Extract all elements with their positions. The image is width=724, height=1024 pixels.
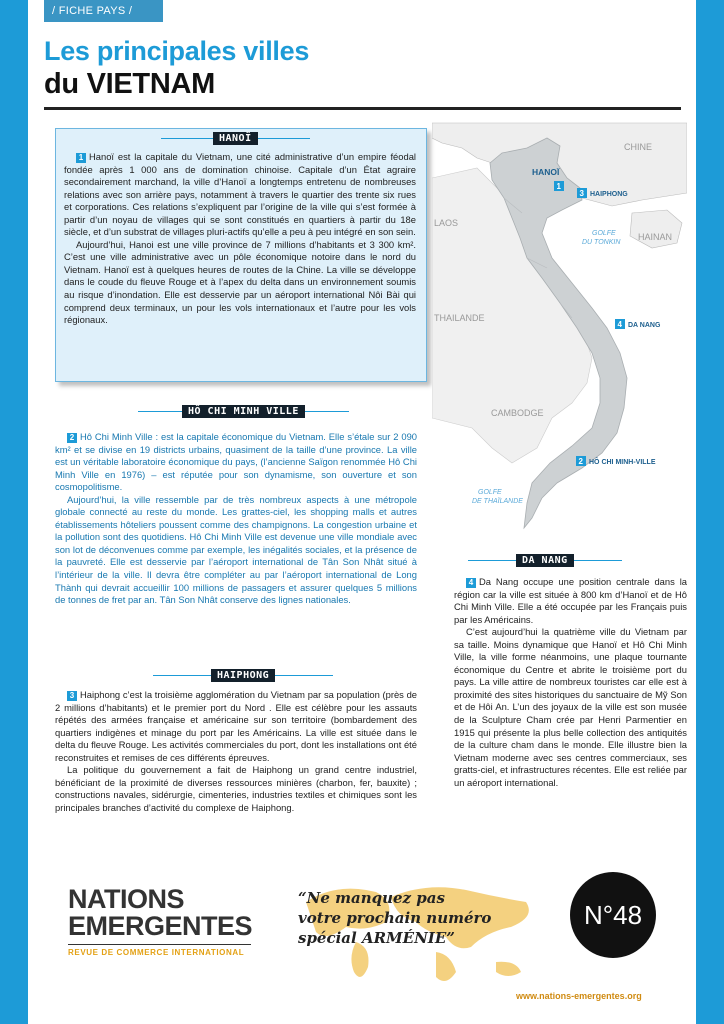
page: [28, 0, 696, 1024]
hcm-title: HÔ CHI MINH VILLE: [182, 405, 305, 418]
heading-line: [153, 675, 211, 676]
hcm-paragraph-1: [55, 431, 417, 494]
marker-danang-number: 4: [617, 320, 622, 329]
map-label-hainan: HAINAN: [638, 232, 673, 242]
issue-badge: N°48: [570, 872, 656, 958]
marker-hanoi-number: 1: [556, 182, 561, 191]
map-label-hanoi: HANOÏ: [532, 167, 560, 177]
map-label-chine: CHINE: [624, 142, 653, 152]
map-label-golfe-tonkin-2: DU TONKIN: [582, 239, 621, 246]
promo-text: [298, 888, 491, 948]
heading-line: [468, 560, 516, 561]
paragraph-text: Haiphong c’est la troisième agglomération du Vietnam par sa population (près de 2 millions d’habitants) et le premier port du Nord . Elle est célèbre pour les assauts répétés des armées française et américaine sur son territoire (bombardement des quartiers indigènes et minage du port par les Américains. La ville est située dans le delta du fleuve Rouge. Les activités commerciales du port, dont les installations ont été reconstruites et remises de ces différents épreuves.: [55, 689, 417, 763]
category-tag: / FICHE PAYS /: [44, 0, 163, 22]
map-label-golfe-thai-1: GOLFE: [478, 489, 502, 496]
hcm-heading: [138, 405, 349, 418]
map-label-cambodge: CAMBODGE: [491, 408, 544, 418]
promo-line1: “Ne manquez pas: [298, 889, 445, 907]
map-label-laos: LAOS: [434, 218, 459, 228]
heading-line: [161, 138, 213, 139]
haiphong-paragraph-2: La politique du gouvernement a fait de Haiphong un grand centre industriel, bénéficiant de la proximité de diverses ressources minières (charbon, fer, bauxite) ; constructions navales, sidérurgie, cimenteries, industries textiles et chimiques sont les principales branches d’activité du complexe de Haiphong.: [55, 764, 417, 813]
hanoi-paragraph-2: Aujourd’hui, Hanoi est une ville province de 7 millions d’habitants et 3 300 km². C’est une ville administrative avec un pôle économique notoire dans le nord du Vietnam. Hanoï est à quelques heures de routes de la Chine. La ville se développe dans le coude du fleuve Rouge et à l’apex du delta dans un environnement soumis au risque d’inondation. Elle est desservie par un aéroport international Nôi Bài qui comprend deux terminaux, un pour les vols internationaux et l’autre pour les vols régionaux.: [64, 238, 416, 326]
hanoi-title: HANOÏ: [213, 132, 258, 145]
promo-line3: spécial ARMÉNIE”: [298, 929, 455, 947]
number-badge: 4: [466, 578, 476, 588]
map-label-golfe-thai-2: DE THAÏLANDE: [472, 498, 523, 505]
number-badge: 1: [76, 153, 86, 163]
map-label-danang: DA NANG: [628, 322, 661, 329]
title-divider: [44, 107, 681, 110]
page-title-line1: Les principales villes: [44, 36, 310, 66]
haiphong-title: HAIPHONG: [211, 669, 275, 682]
haiphong-text: [55, 689, 417, 814]
haiphong-heading: [153, 669, 333, 682]
paragraph-text: Hanoï est la capitale du Vietnam, une cité administrative d’un empire féodal fondée après 1 000 ans de domination chinoise. Capitale d’un État agraire secondairement marchand, la ville d’Hanoï a longtemps entretenu de nombreuses relations avec son arrière pays, notamment à travers le quartier des trente six rues et corporations. Ces relations s’expliquent par l’origine de la ville qui s’est formée à partir d’un noyau de villages qui se sont constitués en quartiers à partir du 18e siècle, et d’un substrat de villages pluri-actifs qu’elle a peu à peu intégré en son sein.: [64, 151, 416, 238]
hanoi-box: [55, 128, 427, 382]
logo-subtitle: REVUE DE COMMERCE INTERNATIONAL: [68, 944, 251, 957]
number-badge: 2: [67, 433, 77, 443]
vietnam-map: [432, 118, 687, 530]
page-title-line2: du VIETNAM: [44, 68, 215, 100]
map-label-thailande: THAILANDE: [434, 313, 485, 323]
hainan-shape: [630, 210, 682, 248]
heading-line: [258, 138, 310, 139]
hanoi-paragraph-1: [64, 151, 416, 239]
map-label-haiphong: HAIPHONG: [590, 191, 628, 198]
website-link[interactable]: www.nations-emergentes.org: [516, 991, 642, 1001]
marker-haiphong-number: 3: [579, 189, 584, 198]
hanoi-heading: [161, 132, 310, 145]
heading-line: [138, 411, 182, 412]
map-label-golfe-tonkin-1: GOLFE: [592, 230, 616, 237]
danang-text: [454, 576, 687, 789]
haiphong-paragraph-1: [55, 689, 417, 764]
danang-paragraph-1: [454, 576, 687, 626]
hcm-text: [55, 431, 417, 607]
danang-title: DA NANG: [516, 554, 574, 567]
map-label-hcm: HÔ CHI MINH-VILLE: [589, 459, 656, 466]
heading-line: [305, 411, 349, 412]
danang-paragraph-2: C’est aujourd’hui la quatrième ville du Vietnam par sa taille. Moins dynamique que Hanoï et Hô Chi Minh Ville, la ville forme néanmoins, une plaque tournante économique du Centre et abrite le troisième port du pays. La ville attire de nombreux touristes car elle est à proximité des sites historiques du sanctuaire de Mỹ Son et de Hôi An. L’un des joyaux de la ville est son musée de la Sculpture Cham crée par Henri Parmentier en 1915 qui présente la plus belle collection des antiquités de la culture cham dans le monde. Elle illustre bien la Vietnam moderne avec ses centres commerciaux, ses gratts-ciel, et infrastructures récentes. Elle est reliée par un aéroport international.: [454, 626, 687, 788]
heading-line: [574, 560, 622, 561]
promo-line2: votre prochain numéro: [298, 909, 492, 927]
paragraph-text: Da Nang occupe une position centrale dans la région car la ville est située à 800 km d’Hanoï et de Hô Chi Minh Ville. Elle a été occupée par les Français puis par les Américains.: [454, 576, 687, 625]
heading-line: [275, 675, 333, 676]
marker-hcm-number: 2: [578, 457, 583, 466]
logo-line1: NATIONS: [68, 884, 184, 914]
hanoi-text: [64, 151, 416, 327]
logo: [68, 886, 252, 957]
logo-line2: EMERGENTES: [68, 911, 253, 941]
danang-heading: [468, 554, 622, 567]
hcm-paragraph-2: Aujourd’hui, la ville ressemble par de très nombreux aspects à une métropole globale connecté au reste du monde. Les grattes-ciel, les shopping malls et autres établissements hôteliers poussent comme des champignons. La congestion urbaine et la pollution sont des quotidiens. Hô Chi Minh Ville est devenue une ville mondiale avec son lot de déconvenues comme par exemple, les inégalités sociales, et la présence de la pauvreté. Elle est desservie par l’aéroport international de Tân Son Nhât situé à l’intérieur de la ville. Il devra être compléter au par l’aéroport international de Long Thành qui devrait accueillir 100 millions de passagers et assurer quelques 5 millions de tonnes de fret par an. Tân Son Nhât conserve des lignes nationales.: [55, 493, 417, 606]
paragraph-text: Hô Chi Minh Ville : est la capitale économique du Vietnam. Elle s’étale sur 2 090 km² et se divise en 19 districts urbains, quasiment de la taille d’une province. La ville est un véritable laboratoire économique du pays, (l’ancienne Saïgon renommée Hô Chi Minh Ville en 1976) – est réputée pour son dynamisme, son ouverture et son cosmopolitisme.: [55, 431, 417, 493]
number-badge: 3: [67, 691, 77, 701]
